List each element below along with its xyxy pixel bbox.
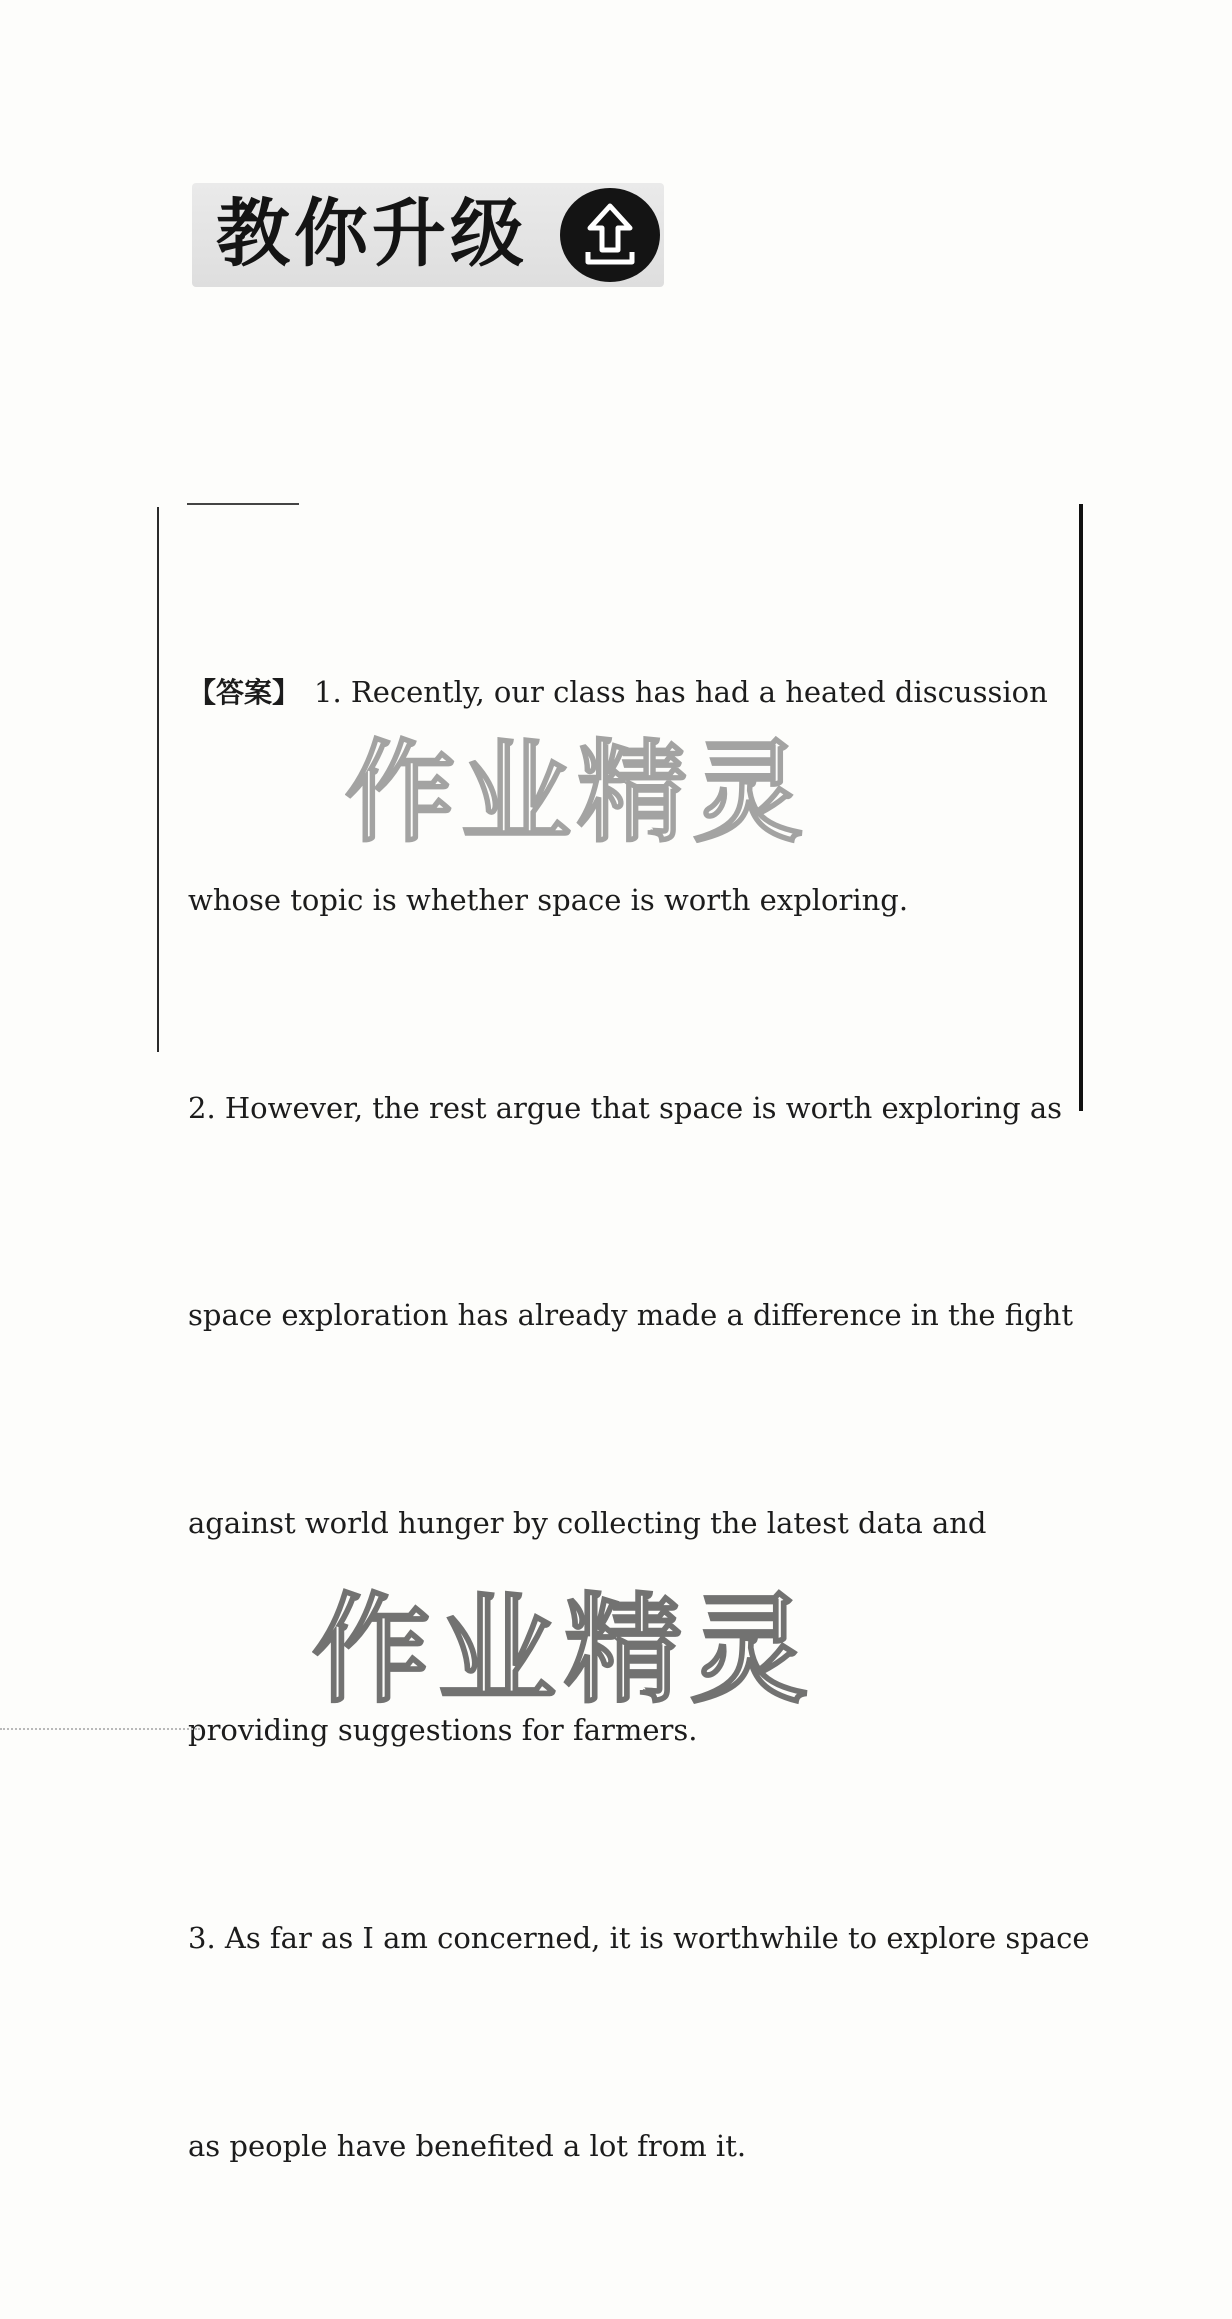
- answer-line-6: providing suggestions for farmers.: [188, 1713, 698, 1748]
- answer-line-8: as people have benefited a lot from it.: [188, 2128, 747, 2163]
- answer-label: 【答案】: [188, 676, 301, 710]
- answer-line-2: whose topic is whether space is worth exploring.: [188, 883, 909, 917]
- answer-line-7: 3. As far as I am concerned, it is worthwhile to explore space: [188, 1920, 1090, 1955]
- answer-line-4: space exploration has already made a difference in the fight: [188, 1298, 1074, 1333]
- watermark-bottom: 作业精灵: [312, 1581, 817, 1719]
- answer-frame-top-rule: [187, 503, 299, 505]
- answer-line-3: 2. However, the rest argue that space is worth exploring as: [188, 1090, 1063, 1125]
- watermark-middle: 作业精灵: [345, 729, 809, 857]
- answer-line-1: 【答案】 1. Recently, our class has had a heated discussion: [188, 675, 1048, 710]
- upload-arrow-icon: [558, 186, 662, 284]
- footer-dotted-rule: [0, 1728, 200, 1730]
- section-title: 教你升级: [216, 191, 528, 277]
- answer-line-5: against world hunger by collecting the latest data and: [188, 1505, 987, 1540]
- answer-frame-left-rule: [157, 507, 159, 1052]
